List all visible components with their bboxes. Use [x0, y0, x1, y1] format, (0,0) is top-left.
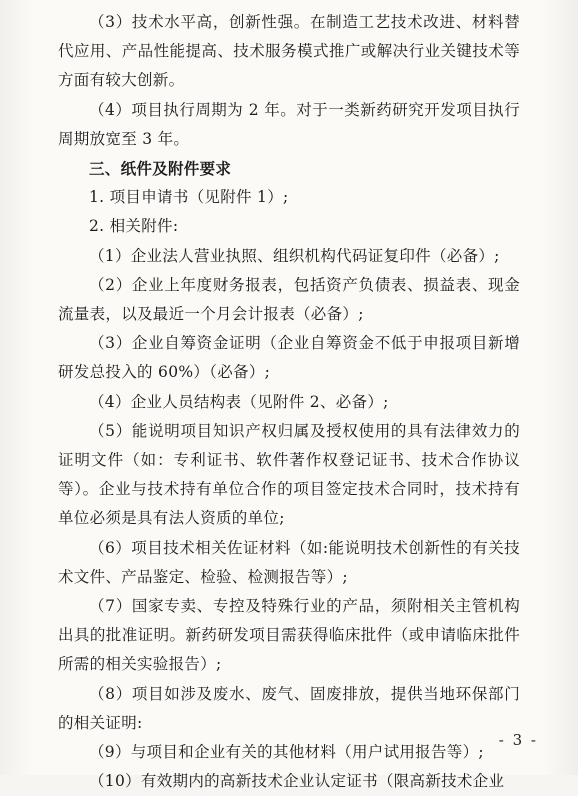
attachment-item-4: （4）企业人员结构表（见附件 2、必备）;: [89, 392, 389, 411]
page-number: - 3 -: [498, 731, 538, 749]
section-heading: 三、纸件及附件要求: [89, 159, 232, 179]
attachment-item-2: （2）企业上年度财务报表，包括资产负债表、损益表、现金流量表，以及最近一个月会计报表（必备）;: [58, 275, 520, 324]
paragraph-criterion-3: （3）技术水平高，创新性强。在制造工艺技术改进、材料替代应用、产品性能提高、技术服务模式推广或解决行业关键技术等方面有较大创新。: [58, 13, 520, 90]
attachment-item-7: （7）国家专卖、专控及特殊行业的产品，须附相关主管机构出具的批准证明。新药研发项目需获得临床批件（或申请临床批件所需的相关实验报告）;: [58, 597, 520, 674]
document-body: [58, 8, 520, 796]
attachment-item-3: （3）企业自筹资金证明（企业自筹资金不低于申报项目新增研发总投入的 60%）（必备）;: [58, 334, 520, 382]
item-application-form: 1. 项目申请书（见附件 1）;: [89, 188, 289, 207]
attachment-item-1: （1）企业法人营业执照、组织机构代码证复印件（必备）;: [89, 246, 500, 265]
attachment-item-6: （6）项目技术相关佐证材料（如:能说明技术创新性的有关技术文件、产品鉴定、检验、检测报告等）;: [58, 538, 520, 586]
attachment-item-8: （8）项目如涉及废水、废气、固废排放，提供当地环保部门的相关证明:: [58, 684, 520, 732]
attachment-item-9: （9）与项目和企业有关的其他材料（用户试用报告等）;: [89, 743, 484, 762]
item-attachments-heading: 2. 相关附件:: [89, 217, 179, 236]
attachment-item-10: （10）有效期内的高新技术企业认定证书（限高新技术企业: [89, 772, 505, 791]
attachment-item-5: （5）能说明项目知识产权归属及授权使用的具有法律效力的证明文件（如：专利证书、软件著作权登记证书、技术合作协议等）。企业与技术持有单位合作的项目签定技术合同时，技术持有单位必须是具有法人资质的单位;: [58, 421, 520, 528]
paragraph-criterion-4: （4）项目执行周期为 2 年。对于一类新药研究开发项目执行周期放宽至 3 年。: [58, 100, 520, 148]
